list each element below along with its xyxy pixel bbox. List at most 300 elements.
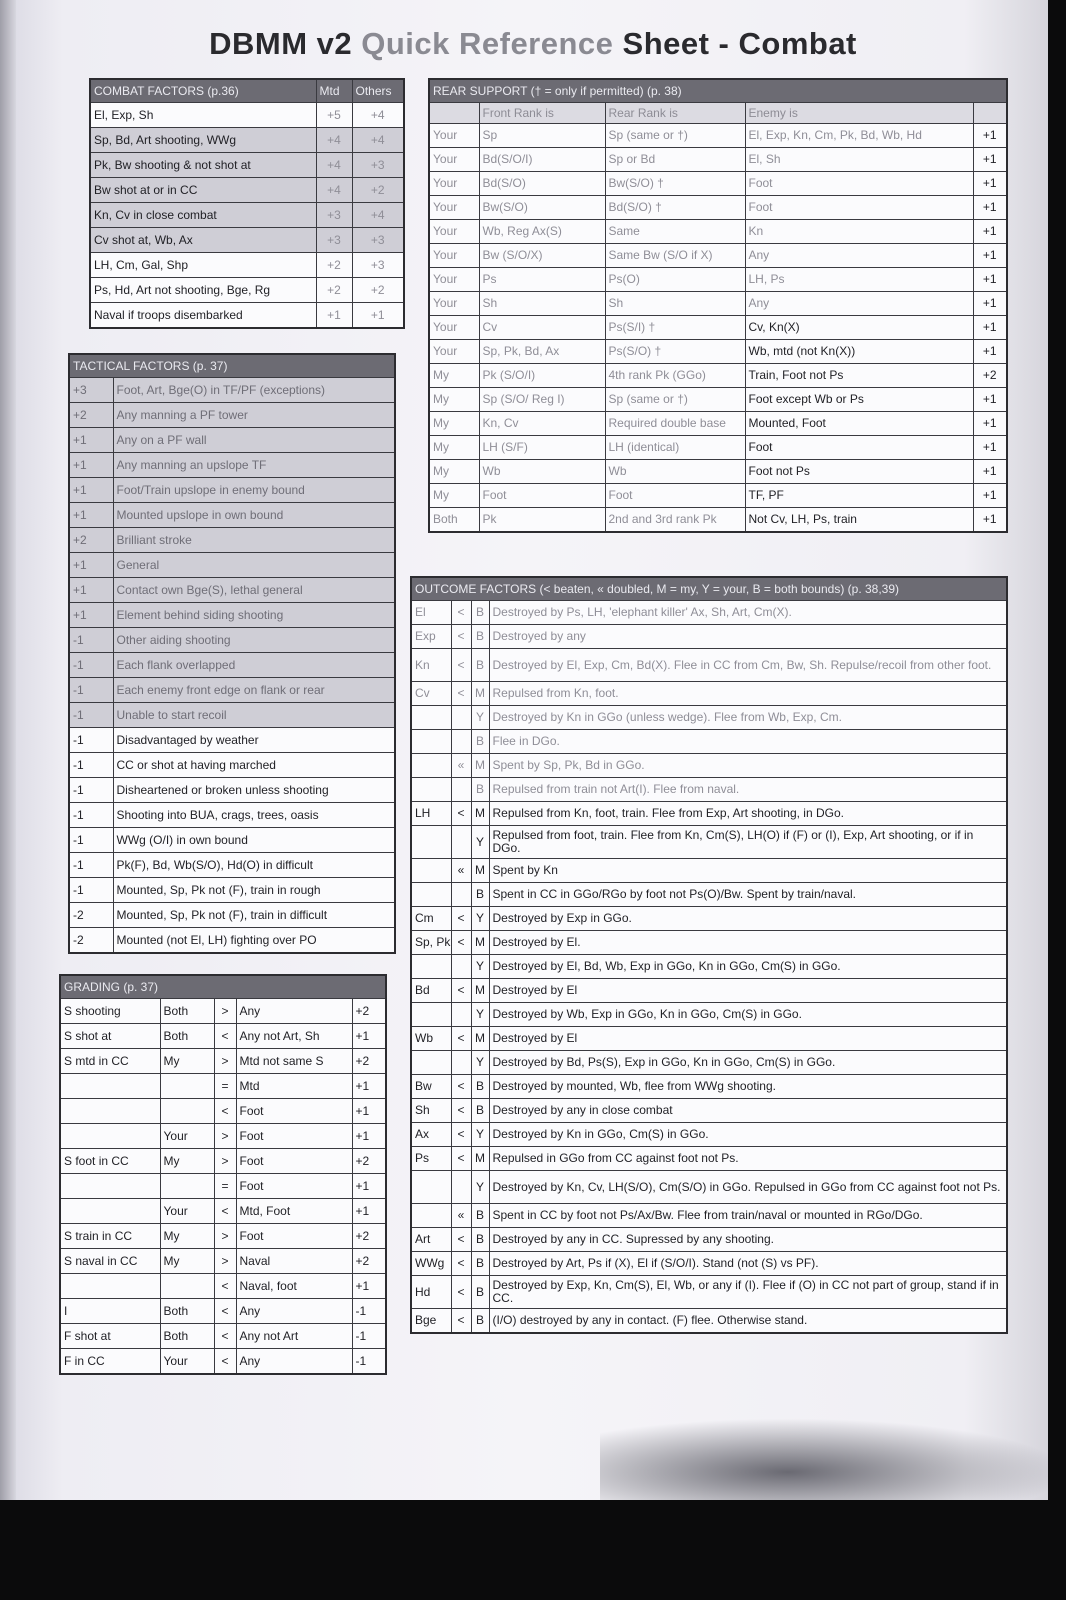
bound-code: Y [471,907,489,931]
support-modifier: +1 [973,220,1007,244]
troop-type: Ps [411,1147,451,1171]
tactical-factor-row [69,478,395,503]
grade-modifier: +2 [352,999,386,1024]
tactical-condition: Element behind siding shooting [113,603,395,628]
factor-name: Kn, Cv in close combat [90,203,316,228]
tactical-modifier: +1 [69,553,113,578]
result-type [451,778,471,802]
rear-support-row [429,172,1007,196]
combat-factor-row [90,303,404,329]
outcome-row [411,1051,1007,1075]
book-spine [0,0,16,1500]
tactical-condition: Unable to start recoil [113,703,395,728]
bound: Your [429,268,479,292]
tactical-condition: Mounted (not El, LH) fighting over PO [113,928,395,954]
result-type: < [451,1099,471,1123]
rear-support-row [429,196,1007,220]
bound-code: B [471,649,489,682]
outcome-row [411,625,1007,649]
troop-type [411,778,451,802]
tactical-condition: General [113,553,395,578]
tactical-condition: Contact own Bge(S), lethal general [113,578,395,603]
outcome-row [411,1276,1007,1309]
grading-row [60,1049,386,1074]
grade-opponent: Naval, foot [236,1274,352,1299]
rear-support-col-header [429,103,479,124]
grade-condition: I [60,1299,160,1324]
support-modifier: +1 [973,124,1007,148]
grade-condition: S train in CC [60,1224,160,1249]
tactical-condition: WWg (O/I) in own bound [113,828,395,853]
rear-rank: Wb [605,460,745,484]
tactical-factor-row [69,828,395,853]
tactical-condition: CC or shot at having marched [113,753,395,778]
rear-support-row [429,292,1007,316]
outcome-row [411,682,1007,706]
result-type: < [451,931,471,955]
grade-modifier: +1 [352,1124,386,1149]
outcome-row [411,1075,1007,1099]
result-type [451,1003,471,1027]
grading-row [60,1224,386,1249]
support-modifier: +1 [973,460,1007,484]
support-modifier: +1 [973,244,1007,268]
outcome-text: Spent by Kn [489,859,1007,883]
outcome-text: Destroyed by El [489,1027,1007,1051]
tactical-modifier: +2 [69,528,113,553]
troop-type: Bw [411,1075,451,1099]
tactical-factors-table [68,353,396,954]
grade-comparison: < [214,1299,236,1324]
grade-modifier: -1 [352,1324,386,1349]
tactical-modifier: +1 [69,478,113,503]
grade-comparison: > [214,999,236,1024]
tactical-modifier: -1 [69,728,113,753]
outcome-row [411,601,1007,625]
grade-bound: My [160,1249,214,1274]
result-type: < [451,802,471,826]
grading-row [60,1199,386,1224]
bound-code: Y [471,1123,489,1147]
rear-rank: Same [605,220,745,244]
factor-value: +1 [316,303,352,329]
result-type: < [451,1147,471,1171]
result-type [451,955,471,979]
front-rank: Bw (S/O/X) [479,244,605,268]
bound-code: B [471,1252,489,1276]
outcome-text: Destroyed by El. [489,931,1007,955]
bound: Your [429,292,479,316]
grade-opponent: Mtd [236,1074,352,1099]
result-type: < [451,979,471,1003]
rear-support-row [429,124,1007,148]
troop-type [411,883,451,907]
enemy: LH, Ps [745,268,973,292]
factor-value: +4 [316,128,352,153]
grade-opponent: Foot [236,1174,352,1199]
front-rank: Sp [479,124,605,148]
outcome-row [411,778,1007,802]
factor-value: +3 [352,253,404,278]
combat-factors-col-header: Others [352,79,404,103]
result-type: < [451,625,471,649]
grade-comparison: > [214,1049,236,1074]
grading-row [60,1299,386,1324]
combat-factor-row [90,153,404,178]
enemy: Wb, mtd (not Kn(X)) [745,340,973,364]
grade-modifier: +2 [352,1224,386,1249]
outcome-factors-table [410,576,1008,1334]
troop-type: Ax [411,1123,451,1147]
tactical-factor-row [69,928,395,954]
rear-support-row [429,220,1007,244]
rear-support-row [429,412,1007,436]
grade-comparison: = [214,1174,236,1199]
bound: My [429,412,479,436]
factor-name: Ps, Hd, Art not shooting, Bge, Rg [90,278,316,303]
enemy: El, Exp, Kn, Cm, Pk, Bd, Wb, Hd [745,124,973,148]
support-modifier: +1 [973,484,1007,508]
outcome-row [411,1309,1007,1334]
troop-type [411,1051,451,1075]
grade-bound [160,1074,214,1099]
enemy: Foot [745,172,973,196]
grading-row [60,1024,386,1049]
rear-rank: Sp or Bd [605,148,745,172]
combat-factors-col-header: COMBAT FACTORS (p.36) [90,79,316,103]
outcome-text: Destroyed by El [489,979,1007,1003]
tactical-modifier: +1 [69,603,113,628]
tactical-modifier: -2 [69,903,113,928]
rear-support-row [429,148,1007,172]
result-type: < [451,1027,471,1051]
result-type: < [451,1252,471,1276]
grade-condition [60,1199,160,1224]
factor-value: +3 [352,228,404,253]
front-rank: Sh [479,292,605,316]
factor-name: Sp, Bd, Art shooting, WWg [90,128,316,153]
bound-code: B [471,730,489,754]
outcome-text: Repulsed in GGo from CC against foot not Ps. [489,1147,1007,1171]
tactical-condition: Foot, Art, Bge(O) in TF/PF (exceptions) [113,378,395,403]
rear-rank: Sh [605,292,745,316]
enemy: Cv, Kn(X) [745,316,973,340]
rear-rank: 2nd and 3rd rank Pk [605,508,745,533]
page-title [0,26,1048,62]
result-type [451,826,471,859]
bound: Your [429,316,479,340]
title-tail: Sheet - Combat [622,26,857,61]
outcome-text: Destroyed by any [489,625,1007,649]
rear-rank: Ps(O) [605,268,745,292]
grading-row [60,1149,386,1174]
enemy: TF, PF [745,484,973,508]
result-type [451,706,471,730]
grade-condition [60,1074,160,1099]
outcome-text: Destroyed by El, Bd, Wb, Exp in GGo, Kn in GGo, Cm(S) in GGo. [489,955,1007,979]
grade-comparison: > [214,1249,236,1274]
tactical-modifier: -1 [69,778,113,803]
result-type: < [451,907,471,931]
troop-type: Cv [411,682,451,706]
grade-comparison: = [214,1074,236,1099]
factor-value: +4 [352,203,404,228]
grade-modifier: +1 [352,1074,386,1099]
title-main: DBMM v2 [209,26,353,61]
grading-row [60,1324,386,1349]
factor-value: +4 [316,178,352,203]
troop-type: LH [411,802,451,826]
rear-rank: Foot [605,484,745,508]
tactical-factor-row [69,703,395,728]
tactical-condition: Any manning a PF tower [113,403,395,428]
grade-condition: F shot at [60,1324,160,1349]
rear-rank: Bw(S/O) † [605,172,745,196]
front-rank: Bd(S/O) [479,172,605,196]
tactical-condition: Mounted upslope in own bound [113,503,395,528]
grade-bound [160,1174,214,1199]
grade-bound: Your [160,1124,214,1149]
result-type [451,1051,471,1075]
tactical-modifier: +2 [69,403,113,428]
front-rank: LH (S/F) [479,436,605,460]
grade-modifier: +1 [352,1099,386,1124]
combat-factor-row [90,278,404,303]
grade-opponent: Foot [236,1149,352,1174]
outcome-text: Repulsed from train not Art(I). Flee from naval. [489,778,1007,802]
combat-factor-row [90,103,404,128]
grading-row [60,1099,386,1124]
tactical-factor-row [69,728,395,753]
grade-condition [60,1099,160,1124]
grade-bound [160,1099,214,1124]
grade-condition [60,1124,160,1149]
tactical-condition: Shooting into BUA, crags, trees, oasis [113,803,395,828]
troop-type: Sh [411,1099,451,1123]
grading-header: GRADING (p. 37) [60,975,386,999]
outcome-text: Destroyed by Kn, Cv, LH(S/O), Cm(S/O) in GGo. Repulsed in GGo from CC against foot not Ps. [489,1171,1007,1204]
bound-code: M [471,754,489,778]
factor-value: +4 [316,153,352,178]
grade-bound: My [160,1224,214,1249]
bound-code: B [471,778,489,802]
bound: Your [429,244,479,268]
bound: Your [429,220,479,244]
outcome-text: Flee in DGo. [489,730,1007,754]
grade-bound: Both [160,1024,214,1049]
outcome-row [411,1099,1007,1123]
bound: My [429,364,479,388]
combat-factor-row [90,203,404,228]
tactical-factor-row [69,428,395,453]
bound-code: Y [471,706,489,730]
bound: My [429,460,479,484]
bound-code: B [471,1309,489,1334]
troop-type [411,730,451,754]
front-rank: Wb [479,460,605,484]
grade-comparison: < [214,1324,236,1349]
enemy: Kn [745,220,973,244]
bound: Your [429,148,479,172]
combat-factors-table [89,78,405,329]
support-modifier: +2 [973,364,1007,388]
tactical-factor-row [69,753,395,778]
front-rank: Foot [479,484,605,508]
tactical-modifier: -1 [69,678,113,703]
grade-comparison: < [214,1274,236,1299]
result-type: < [451,1228,471,1252]
rear-support-row [429,460,1007,484]
result-type [451,1171,471,1204]
support-modifier: +1 [973,196,1007,220]
support-modifier: +1 [973,412,1007,436]
grade-modifier: -1 [352,1299,386,1324]
outcome-row [411,706,1007,730]
rear-support-header: REAR SUPPORT († = only if permitted) (p. 38) [429,79,1007,103]
rear-rank: Sp (same or †) [605,388,745,412]
tactical-condition: Each enemy front edge on flank or rear [113,678,395,703]
tactical-modifier: +1 [69,503,113,528]
bound-code: Y [471,955,489,979]
grade-comparison: < [214,1199,236,1224]
grade-bound [160,1274,214,1299]
tactical-condition: Each flank overlapped [113,653,395,678]
front-rank: Wb, Reg Ax(S) [479,220,605,244]
outcome-row [411,1204,1007,1228]
tactical-condition: Mounted, Sp, Pk not (F), train in difficult [113,903,395,928]
enemy: Any [745,292,973,316]
result-type [451,730,471,754]
outcome-text: Destroyed by Wb, Exp in GGo, Kn in GGo, Cm(S) in GGo. [489,1003,1007,1027]
support-modifier: +1 [973,436,1007,460]
outcome-text: Destroyed by Art, Ps if (X), El if (S/O/I). Stand (not (S) vs PF). [489,1252,1007,1276]
troop-type: El [411,601,451,625]
grade-condition: S naval in CC [60,1249,160,1274]
outcome-text: Destroyed by any in close combat [489,1099,1007,1123]
title-accent: Quick Reference [361,26,614,61]
tactical-modifier: +1 [69,578,113,603]
front-rank: Sp (S/O/ Reg I) [479,388,605,412]
grade-condition [60,1274,160,1299]
bound-code: M [471,979,489,1003]
outcome-text: Spent in CC in GGo/RGo by foot not Ps(O)/Bw. Spent by train/naval. [489,883,1007,907]
tactical-condition: Disheartened or broken unless shooting [113,778,395,803]
tactical-factor-row [69,403,395,428]
outcome-row [411,883,1007,907]
bound-code: B [471,1075,489,1099]
grading-table [59,974,387,1375]
factor-value: +2 [352,178,404,203]
grade-condition: S foot in CC [60,1149,160,1174]
tactical-modifier: -1 [69,803,113,828]
grade-opponent: Foot [236,1124,352,1149]
bound: Your [429,124,479,148]
rear-rank: LH (identical) [605,436,745,460]
grade-comparison: < [214,1099,236,1124]
outcome-row [411,1027,1007,1051]
bound: My [429,388,479,412]
tactical-factor-row [69,578,395,603]
grade-opponent: Mtd, Foot [236,1199,352,1224]
grade-bound: Your [160,1349,214,1375]
grading-row [60,1074,386,1099]
combat-factor-row [90,228,404,253]
enemy: Any [745,244,973,268]
bound: My [429,484,479,508]
outcome-row [411,979,1007,1003]
rear-rank: Same Bw (S/O if X) [605,244,745,268]
enemy: Train, Foot not Ps [745,364,973,388]
outcome-row [411,754,1007,778]
rear-support-row [429,340,1007,364]
rear-support-col-header: Rear Rank is [605,103,745,124]
outcome-row [411,1171,1007,1204]
outcome-text: Spent by Sp, Pk, Bd in GGo. [489,754,1007,778]
outcome-row [411,730,1007,754]
tactical-modifier: -1 [69,653,113,678]
grading-row [60,1124,386,1149]
result-type: < [451,682,471,706]
bound-code: B [471,601,489,625]
troop-type [411,826,451,859]
outcome-row [411,955,1007,979]
rear-support-col-header: Enemy is [745,103,973,124]
enemy: El, Sh [745,148,973,172]
tactical-factor-row [69,653,395,678]
rear-rank: Ps(S/I) † [605,316,745,340]
hand-shadow [600,1418,1048,1500]
rear-support-row [429,364,1007,388]
grade-opponent: Mtd not same S [236,1049,352,1074]
grade-opponent: Naval [236,1249,352,1274]
bound: Your [429,340,479,364]
rear-support-table [428,78,1008,533]
bound-code: B [471,1099,489,1123]
tactical-modifier: -1 [69,753,113,778]
grade-bound: Both [160,1299,214,1324]
outcome-row [411,907,1007,931]
grade-opponent: Any not Art [236,1324,352,1349]
bound: Your [429,172,479,196]
grade-bound: Your [160,1199,214,1224]
support-modifier: +1 [973,268,1007,292]
enemy: Mounted, Foot [745,412,973,436]
grade-opponent: Foot [236,1224,352,1249]
outcome-factors-header: OUTCOME FACTORS (< beaten, « doubled, M = my, Y = your, B = both bounds) (p. 38,39) [411,577,1007,601]
factor-value: +2 [316,253,352,278]
grade-opponent: Any not Art, Sh [236,1024,352,1049]
factor-value: +2 [352,278,404,303]
bound-code: B [471,883,489,907]
bound-code: Y [471,1171,489,1204]
bound-code: B [471,625,489,649]
tactical-factor-row [69,853,395,878]
grade-modifier: -1 [352,1349,386,1375]
tactical-factor-row [69,903,395,928]
bound-code: M [471,859,489,883]
tactical-factor-row [69,878,395,903]
grade-modifier: +2 [352,1249,386,1274]
factor-value: +4 [352,103,404,128]
troop-type: Wb [411,1027,451,1051]
combat-factors-col-header: Mtd [316,79,352,103]
rear-support-row [429,316,1007,340]
troop-type [411,706,451,730]
outcome-text: Spent in CC by foot not Ps/Ax/Bw. Flee from train/naval or mounted in RGo/DGo. [489,1204,1007,1228]
rear-rank: 4th rank Pk (GGo) [605,364,745,388]
rear-support-subheader [429,103,1007,124]
bound: Both [429,508,479,533]
